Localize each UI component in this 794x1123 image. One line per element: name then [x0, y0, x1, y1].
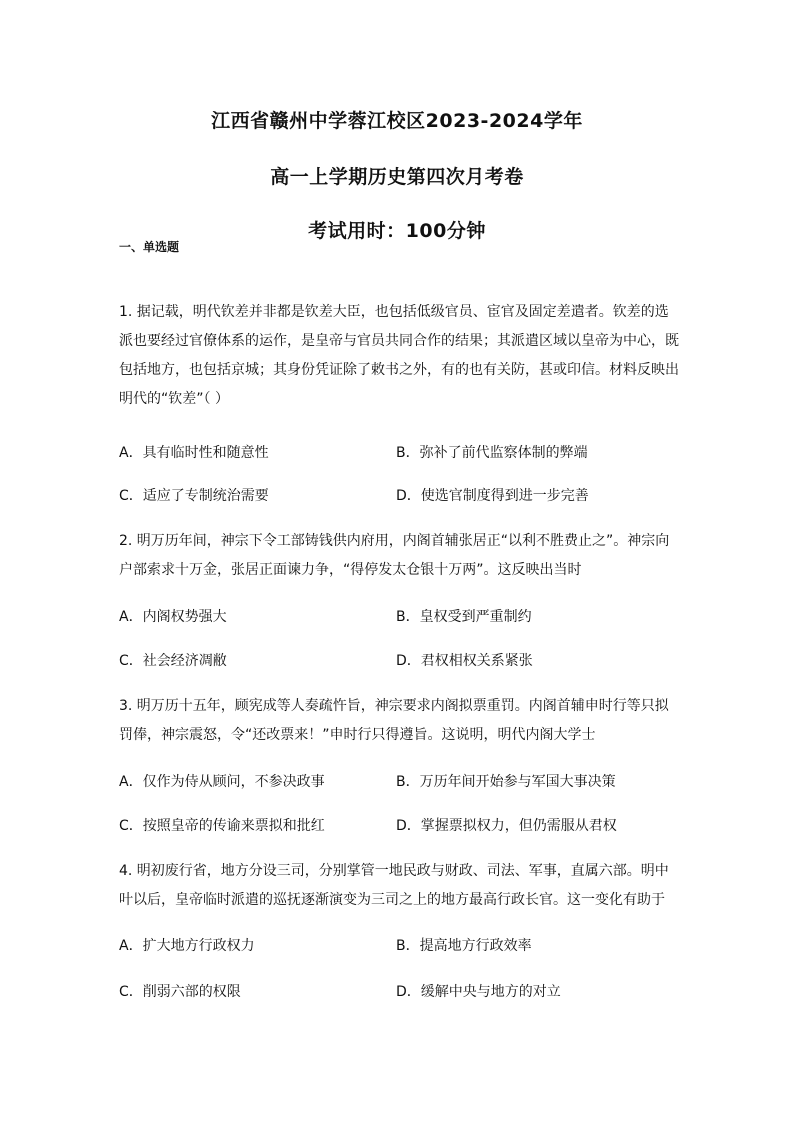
question-3-option-c[interactable]: C．按照皇帝的传谕来票拟和批红: [119, 818, 325, 834]
question-4-stem: 4. 明初废行省，地方分设三司，分别掌管一地民政与财政、司法、军事，直属六部。明中叶以后，皇帝临时派遣的巡抚逐渐演变为三司之上的地方最高行政长官。这一变化有助于: [119, 863, 669, 908]
question-1-option-a[interactable]: A．具有临时性和随意性: [119, 445, 269, 461]
question-2-option-a[interactable]: A．内阁权势强大: [119, 609, 227, 625]
exam-title-line2: 高一上学期历史第四次月考卷: [270, 166, 524, 188]
question-3-option-a[interactable]: A．仅作为侍从顾问，不参决政事: [119, 774, 325, 790]
question-4-option-a[interactable]: A．扩大地方行政权力: [119, 938, 255, 954]
exam-time: 考试用时：100分钟: [308, 220, 486, 242]
question-4-option-c[interactable]: C．削弱六部的权限: [119, 984, 241, 1000]
question-2-option-c[interactable]: C．社会经济凋敝: [119, 653, 227, 669]
question-1-option-b[interactable]: B．弥补了前代监察体制的弊端: [396, 445, 588, 461]
question-4-option-b[interactable]: B．提高地方行政效率: [396, 938, 532, 954]
question-4-option-d[interactable]: D．缓解中央与地方的对立: [396, 984, 561, 1000]
question-1-option-c[interactable]: C．适应了专制统治需要: [119, 488, 269, 504]
question-2-option-b[interactable]: B．皇权受到严重制约: [396, 609, 532, 625]
question-2-stem: 2. 明万历年间，神宗下令工部铸钱供内府用，内阁首辅张居正“以利不胜费止之”。神宗向户部索求十万金，张居正面谏力争，“得停发太仓银十万两”。这反映出当时: [119, 533, 670, 578]
exam-title-line1: 江西省赣州中学蓉江校区2023-2024学年: [211, 110, 583, 132]
question-3-stem: 3. 明万历十五年，顾宪成等人奏疏忤旨，神宗要求内阁拟票重罚。内阁首辅申时行等只拟罚俸，神宗震怒，令“还改票来！”申时行只得遵旨。这说明，明代内阁大学士: [119, 698, 669, 743]
question-2-option-d[interactable]: D．君权相权关系紧张: [396, 653, 533, 669]
question-1-stem: 1. 据记载，明代钦差并非都是钦差大臣，也包括低级官员、宦官及固定差遣者。钦差的选派也要经过官僚体系的运作，是皇帝与官员共同合作的结果；其派遣区域以皇帝为中心，既包括地方，也包括京城；其身份凭证除了敕书之外，有的也有关防，甚或印信。材料反映出明代的“钦差”（ ）: [119, 304, 679, 407]
question-1-option-d[interactable]: D．使选官制度得到进一步完善: [396, 488, 589, 504]
question-3-option-d[interactable]: D．掌握票拟权力，但仍需服从君权: [396, 818, 617, 834]
question-3-option-b[interactable]: B．万历年间开始参与军国大事决策: [396, 774, 616, 790]
section-heading: 一、单选题: [119, 240, 180, 254]
